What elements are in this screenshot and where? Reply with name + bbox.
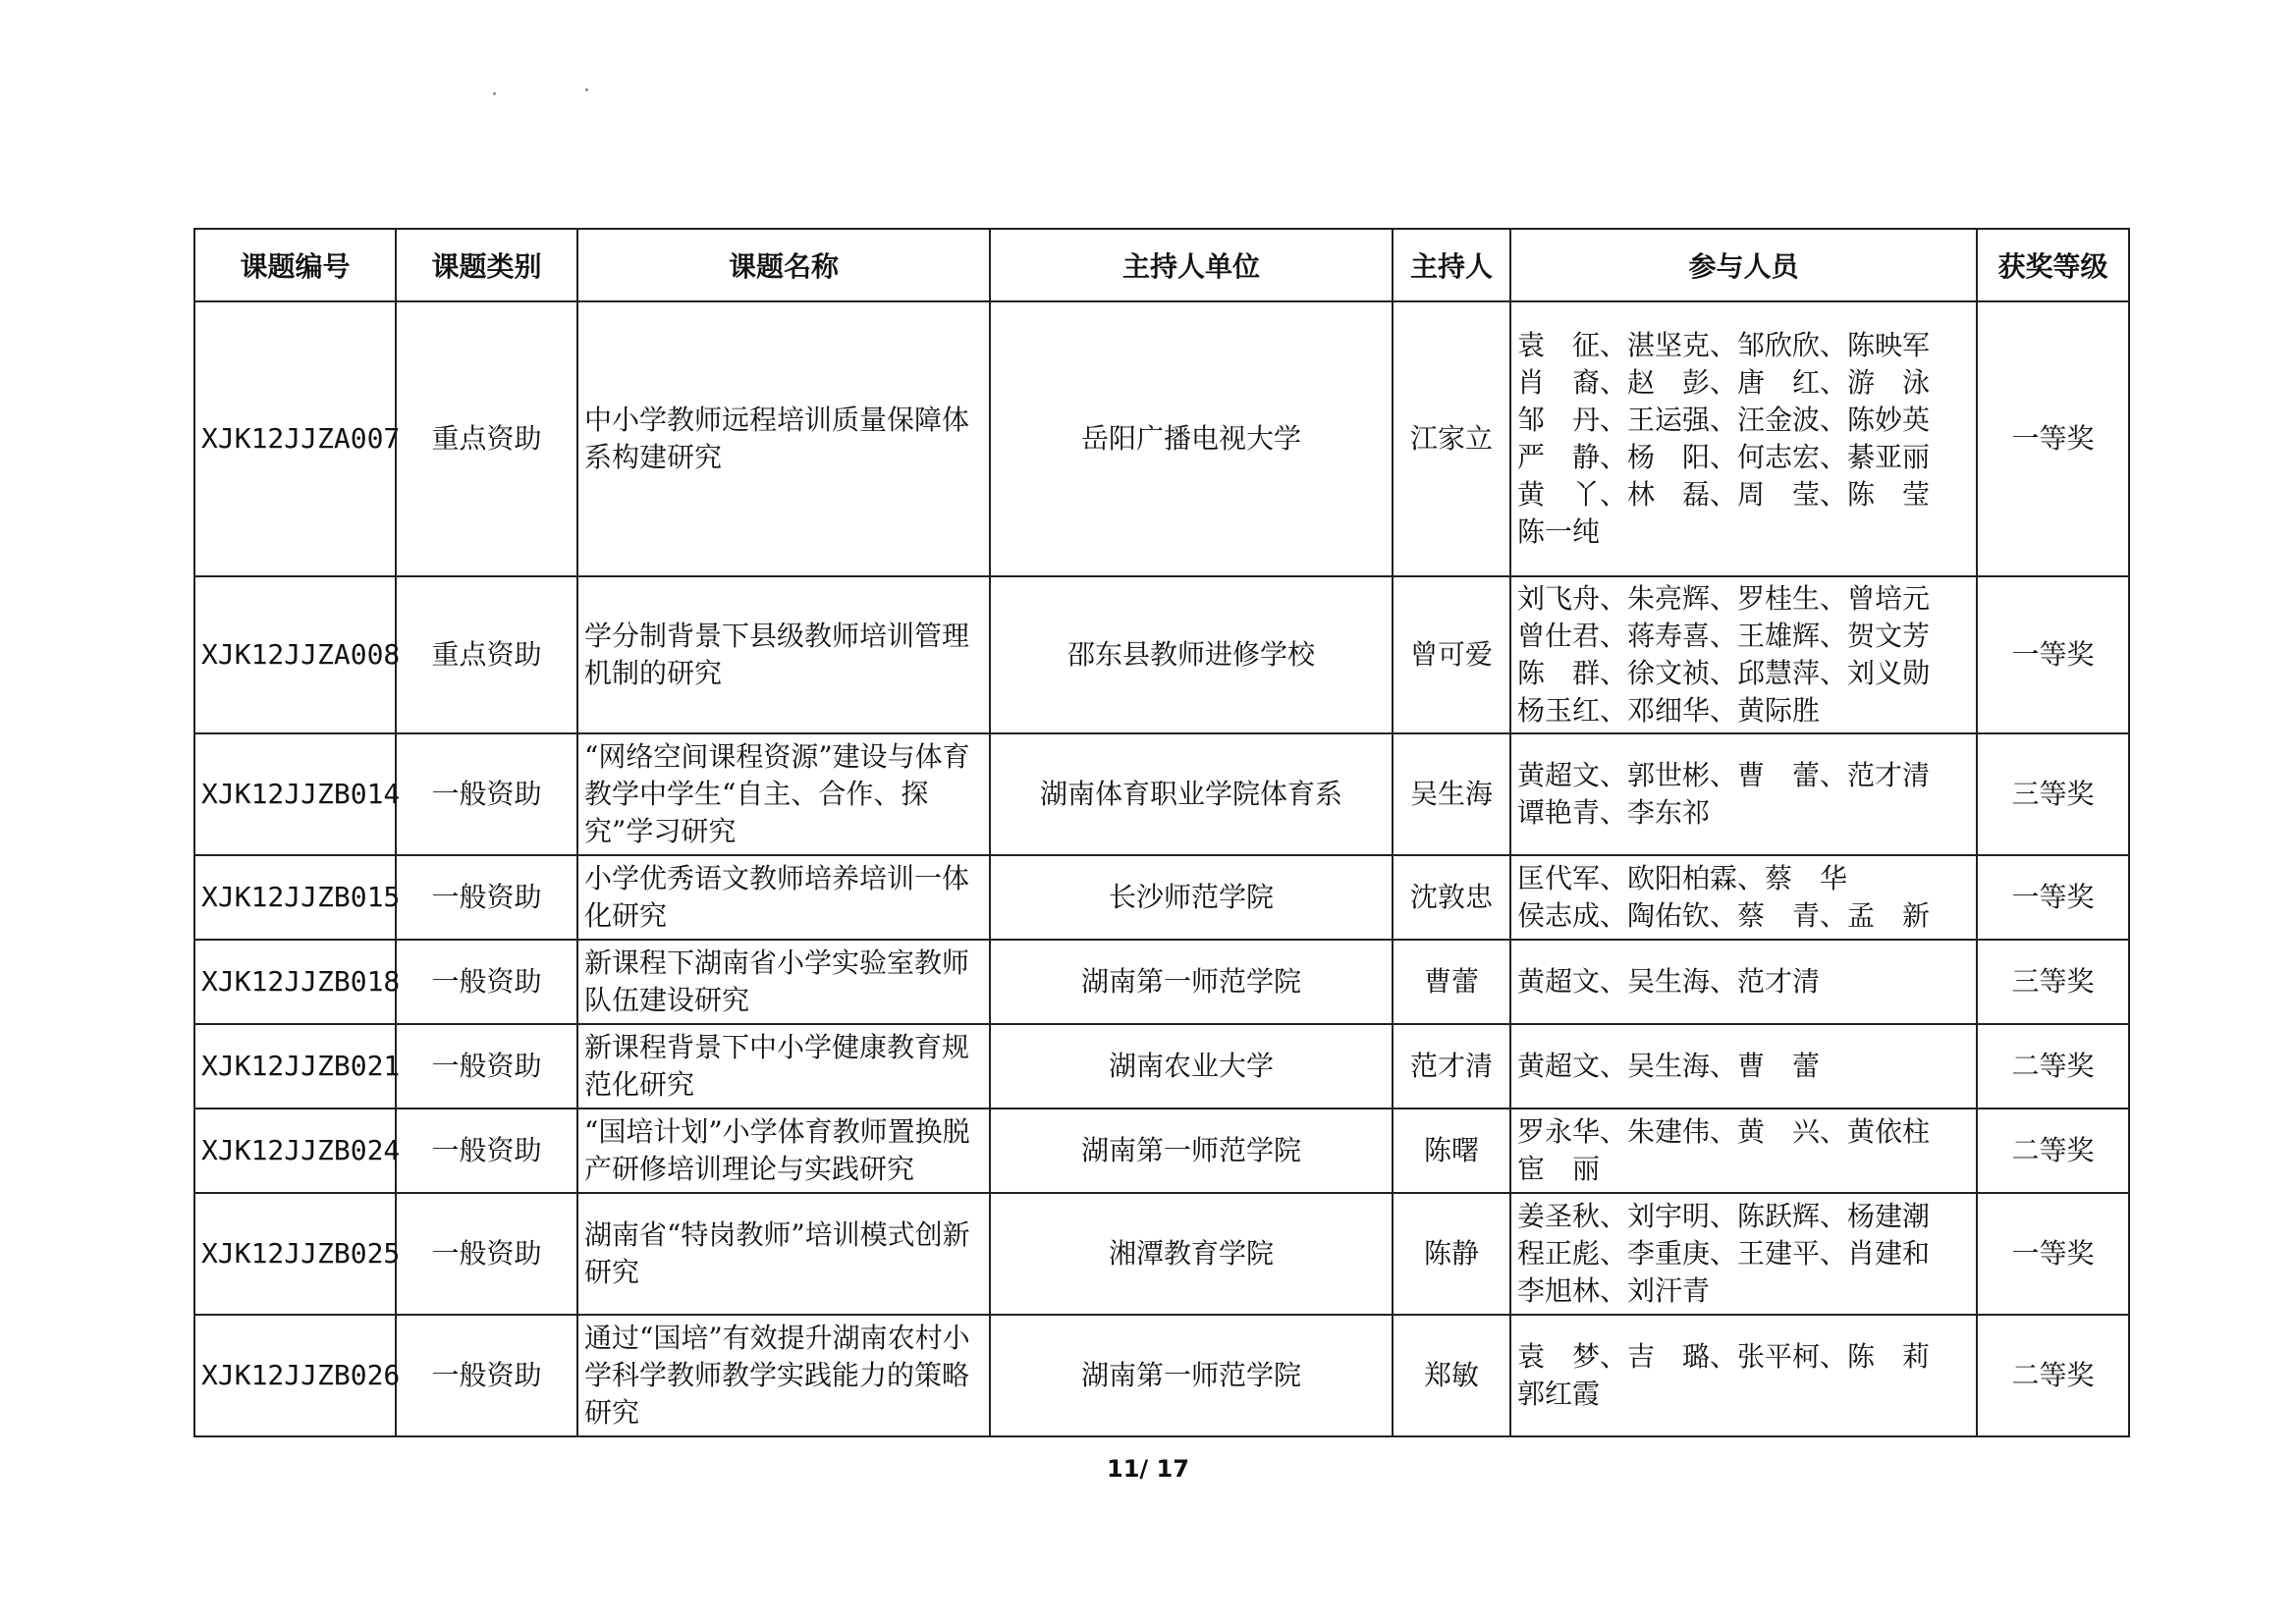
header-host: 主持人: [1393, 229, 1510, 301]
cell-title: 新课程背景下中小学健康教育规范化研究: [577, 1024, 990, 1109]
cell-unit: 邵东县教师进修学校: [990, 576, 1393, 733]
member-line: 郭红霞: [1517, 1378, 1601, 1410]
table-row: [194, 1193, 2129, 1315]
member-line: 陈 群、徐文祯、邱慧萍、刘义勋: [1517, 657, 1931, 689]
cell-award: 二等奖: [1977, 1024, 2129, 1109]
cell-members: [1510, 1315, 1977, 1436]
cell-host: 陈曙: [1393, 1109, 1510, 1193]
cell-award: 三等奖: [1977, 940, 2129, 1024]
cell-code: XJK12JJZB025: [194, 1193, 396, 1315]
member-line: 严 静、杨 阳、何志宏、綦亚丽: [1517, 441, 1931, 473]
cell-members: [1510, 1109, 1977, 1193]
cell-award: 一等奖: [1977, 301, 2129, 576]
member-line: 侯志成、陶佑钦、蔡 青、孟 新: [1517, 899, 1931, 932]
cell-host: 曾可爱: [1393, 576, 1510, 733]
cell-category: 重点资助: [396, 576, 577, 733]
cell-code: XJK12JJZA008: [194, 576, 396, 733]
cell-category: 重点资助: [396, 301, 577, 576]
cell-code: XJK12JJZB026: [194, 1315, 396, 1436]
cell-unit: 湖南第一师范学院: [990, 940, 1393, 1024]
member-line: 曾仕君、蒋寿喜、王雄辉、贺文芳: [1517, 620, 1931, 652]
cell-title: “国培计划”小学体育教师置换脱产研修培训理论与实践研究: [577, 1109, 990, 1193]
member-line: 宦 丽: [1517, 1153, 1601, 1185]
member-line: 程正彪、李重庚、王建平、肖建和: [1517, 1237, 1931, 1270]
member-line: 黄超文、吴生海、曹 蕾: [1517, 1050, 1821, 1082]
cell-category: 一般资助: [396, 1024, 577, 1109]
cell-award: 二等奖: [1977, 1109, 2129, 1193]
table-row: [194, 940, 2129, 1024]
cell-category: 一般资助: [396, 855, 577, 940]
member-line: 陈一纯: [1517, 515, 1601, 548]
cell-members: [1510, 1193, 1977, 1315]
cell-code: XJK12JJZB021: [194, 1024, 396, 1109]
member-line: 罗永华、朱建伟、黄 兴、黄依柱: [1517, 1115, 1931, 1148]
cell-host: 范才清: [1393, 1024, 1510, 1109]
cell-code: XJK12JJZA007: [194, 301, 396, 576]
cell-unit: 湖南农业大学: [990, 1024, 1393, 1109]
cell-members: [1510, 1024, 1977, 1109]
scan-speck: [585, 88, 588, 91]
member-line: 肖 裔、赵 彭、唐 红、游 泳: [1517, 366, 1931, 399]
header-unit: 主持人单位: [990, 229, 1393, 301]
cell-title: “网络空间课程资源”建设与体育教学中学生“自主、合作、探究”学习研究: [577, 733, 990, 855]
cell-unit: 湖南第一师范学院: [990, 1315, 1393, 1436]
scan-speck: [493, 92, 496, 95]
member-line: 谭艳青、李东祁: [1517, 796, 1711, 829]
table-row: [194, 576, 2129, 733]
cell-host: 江家立: [1393, 301, 1510, 576]
cell-award: 一等奖: [1977, 576, 2129, 733]
cell-host: 吴生海: [1393, 733, 1510, 855]
header-category: 课题类别: [396, 229, 577, 301]
member-line: 袁 梦、吉 璐、张平柯、陈 莉: [1517, 1340, 1931, 1373]
cell-title: 新课程下湖南省小学实验室教师队伍建设研究: [577, 940, 990, 1024]
cell-title: 学分制背景下县级教师培训管理机制的研究: [577, 576, 990, 733]
member-line: 黄超文、郭世彬、曹 蕾、范才清: [1517, 759, 1931, 791]
cell-code: XJK12JJZB024: [194, 1109, 396, 1193]
cell-members: [1510, 940, 1977, 1024]
member-line: 杨玉红、邓细华、黄际胜: [1517, 694, 1821, 727]
cell-members: [1510, 576, 1977, 733]
awards-table: [193, 228, 2130, 1437]
cell-category: 一般资助: [396, 1193, 577, 1315]
table-row: [194, 301, 2129, 576]
cell-code: XJK12JJZB018: [194, 940, 396, 1024]
table-row: [194, 1315, 2129, 1436]
header-award: 获奖等级: [1977, 229, 2129, 301]
cell-title: 通过“国培”有效提升湖南农村小学科学教师教学实践能力的策略研究: [577, 1315, 990, 1436]
cell-host: 郑敏: [1393, 1315, 1510, 1436]
cell-award: 一等奖: [1977, 1193, 2129, 1315]
table-row: [194, 733, 2129, 855]
cell-unit: 湘潭教育学院: [990, 1193, 1393, 1315]
cell-unit: 长沙师范学院: [990, 855, 1393, 940]
member-line: 邹 丹、王运强、汪金波、陈妙英: [1517, 404, 1931, 436]
cell-title: 小学优秀语文教师培养培训一体化研究: [577, 855, 990, 940]
cell-unit: 岳阳广播电视大学: [990, 301, 1393, 576]
member-line: 黄 丫、林 磊、周 莹、陈 莹: [1517, 478, 1931, 511]
cell-code: XJK12JJZB014: [194, 733, 396, 855]
cell-members: [1510, 855, 1977, 940]
cell-category: 一般资助: [396, 940, 577, 1024]
cell-title: 湖南省“特岗教师”培训模式创新研究: [577, 1193, 990, 1315]
cell-members: [1510, 301, 1977, 576]
header-members: 参与人员: [1510, 229, 1977, 301]
cell-title: 中小学教师远程培训质量保障体系构建研究: [577, 301, 990, 576]
member-line: 袁 征、湛坚克、邹欣欣、陈映军: [1517, 329, 1931, 361]
table-row: [194, 1024, 2129, 1109]
member-line: 黄超文、吴生海、范才清: [1517, 965, 1821, 998]
member-line: 刘飞舟、朱亮辉、罗桂生、曾培元: [1517, 582, 1931, 615]
header-code: 课题编号: [194, 229, 396, 301]
cell-award: 一等奖: [1977, 855, 2129, 940]
header-row: [194, 229, 2129, 301]
cell-unit: 湖南第一师范学院: [990, 1109, 1393, 1193]
page-number: 11/ 17: [1107, 1455, 1189, 1483]
member-line: 姜圣秋、刘宇明、陈跃辉、杨建潮: [1517, 1200, 1931, 1232]
cell-category: 一般资助: [396, 1109, 577, 1193]
cell-category: 一般资助: [396, 733, 577, 855]
header-title: 课题名称: [577, 229, 990, 301]
table-row: [194, 855, 2129, 940]
member-line: 李旭林、刘汗青: [1517, 1274, 1711, 1307]
table-row: [194, 1109, 2129, 1193]
cell-host: 曹蕾: [1393, 940, 1510, 1024]
member-line: 匡代军、欧阳柏霖、蔡 华: [1517, 862, 1848, 894]
cell-award: 二等奖: [1977, 1315, 2129, 1436]
cell-host: 陈静: [1393, 1193, 1510, 1315]
cell-host: 沈敦忠: [1393, 855, 1510, 940]
cell-unit: 湖南体育职业学院体育系: [990, 733, 1393, 855]
cell-members: [1510, 733, 1977, 855]
cell-category: 一般资助: [396, 1315, 577, 1436]
cell-award: 三等奖: [1977, 733, 2129, 855]
cell-code: XJK12JJZB015: [194, 855, 396, 940]
